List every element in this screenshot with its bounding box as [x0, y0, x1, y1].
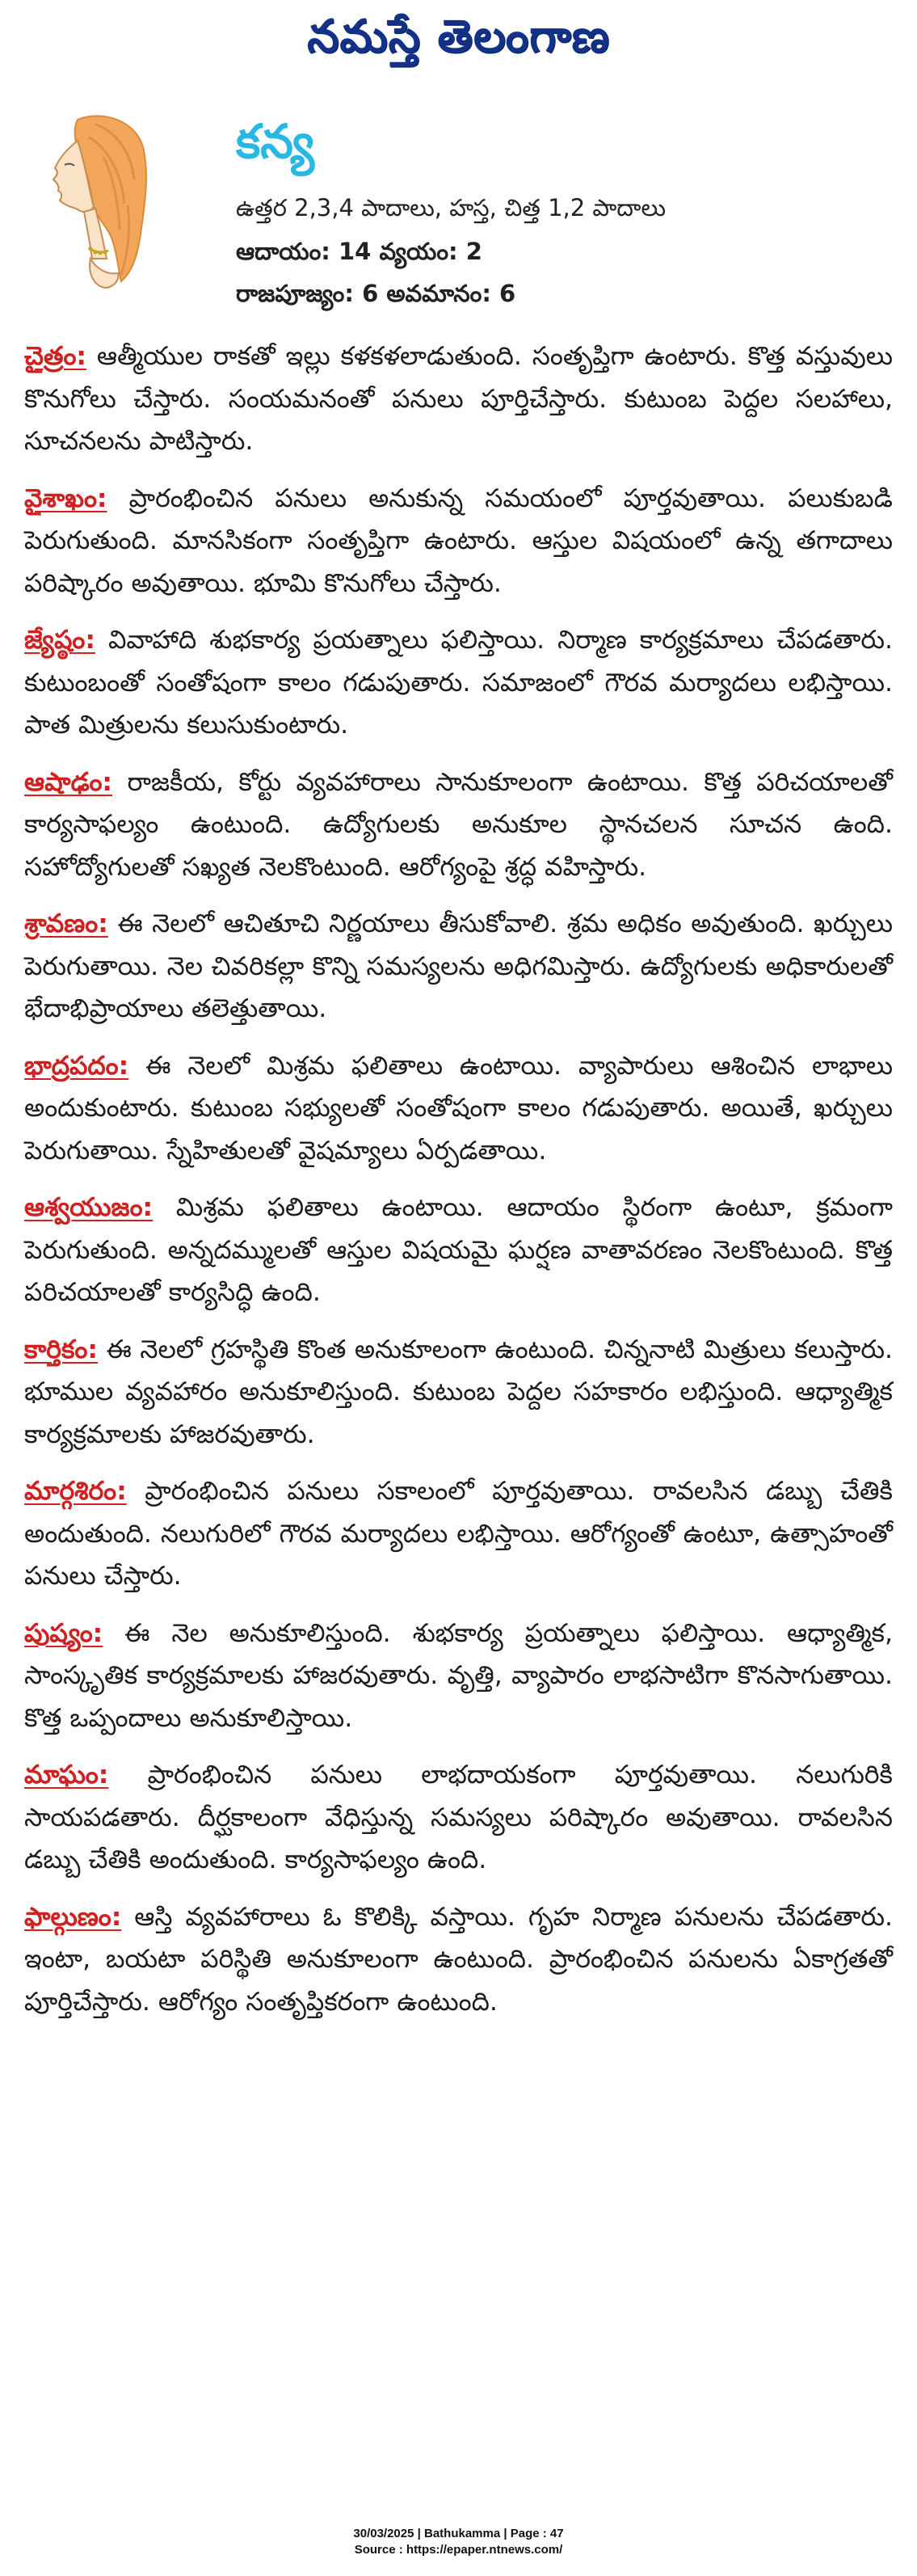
honor-insult: రాజపూజ్యం: 6 అవమానం: 6	[236, 280, 516, 307]
month-text: వివాహాది శుభకార్య ప్రయత్నాలు ఫలిస్తాయి. నిర్మాణ కార్యక్రమాలు చేపడతారు. కుటుంబంతో సంతోషంగా కాలం గడుపుతారు. సమాజంలో గౌరవ మర్యాదలు లభిస్తాయి. పాత మిత్రులను కలుసుకుంటారు.	[24, 626, 893, 740]
month-text: ఆస్తి వ్యవహారాలు ఓ కొలిక్కి వస్తాయి. గృహ నిర్మాణ పనులను చేపడతారు. ఇంటా, బయటా పరిస్థితి అనుకూలంగా ఉంటుంది. ప్రారంభించిన పనులను ఏకాగ్రతతో పూర్తిచేస్తారు. ఆరోగ్యం సంతృప్తికరంగా ఉంటుంది.	[24, 1902, 893, 2017]
month-name: మాఘం:	[24, 1760, 109, 1790]
month-name: ఫాల్గుణం:	[24, 1902, 122, 1932]
month-block-shravanam	[24, 903, 893, 1031]
month-block-phalgunam	[24, 1896, 893, 2024]
virgo-figure-icon	[31, 108, 152, 294]
month-text: ఈ నెల అనుకూలిస్తుంది. శుభకార్య ప్రయత్నాలు ఫలిస్తాయి. ఆధ్యాత్మిక, సాంస్కృతిక కార్యక్రమాలకు హాజరవుతారు. వృత్తి, వ్యాపారం లాభసాటిగా కొనసాగుతాయి. కొత్త ఒప్పందాలు అనుకూలిస్తాయి.	[24, 1618, 893, 1733]
month-name: ఆషాఢం:	[24, 767, 113, 797]
month-name: జ్యేష్ఠం:	[24, 626, 95, 655]
month-text: ఈ నెలలో ఆచితూచి నిర్ణయాలు తీసుకోవాలి. శ్రమ అధికం అవుతుంది. ఖర్చులు పెరుగుతాయి. నెల చివరికల్లా కొన్ని సమస్యలను అధిగమిస్తారు. ఉద్యోగులకు అధికారులతో భేదాభిప్రాయాలు తలెత్తుతాయి.	[24, 909, 893, 1023]
footer	[0, 2526, 917, 2558]
month-block-ashvayujam	[24, 1187, 893, 1314]
income-expense: ఆదాయం: 14 వ్యయం: 2	[236, 238, 482, 265]
sign-header	[0, 97, 917, 339]
month-name: వైశాఖం:	[24, 483, 107, 513]
month-text: ప్రారంభించిన పనులు లాభదాయకంగా పూర్తవుతాయి. నలుగురికి సాయపడతారు. దీర్ఘకాలంగా వేధిస్తున్న సమస్యలు పరిష్కారం అవుతాయి. రావలసిన డబ్బు చేతికి అందుతుంది. కార్యసాఫల్యం ఉంది.	[24, 1760, 893, 1874]
month-name: ఆశ్వయుజం:	[24, 1193, 154, 1222]
month-name: మార్గశిరం:	[24, 1477, 127, 1506]
nakshatra-padas: ఉత్తర 2,3,4 పాదాలు, హస్త, చిత్త 1,2 పాదాలు	[236, 194, 667, 221]
month-name: పుష్యం:	[24, 1618, 103, 1648]
month-block-ashadham	[24, 761, 893, 889]
month-name: శ్రావణం:	[24, 909, 108, 938]
footer-source-link[interactable]: Source : https://epaper.ntnews.com/	[354, 2543, 563, 2557]
month-name: కార్తికం:	[24, 1334, 99, 1364]
month-block-pushyam	[24, 1613, 893, 1740]
month-block-chaitram	[24, 335, 893, 463]
footer-date-page: 30/03/2025 | Bathukamma | Page : 47	[353, 2527, 564, 2540]
month-block-jyeshtham	[24, 619, 893, 747]
monthly-forecast	[24, 335, 893, 2038]
month-block-margashiram	[24, 1470, 893, 1598]
month-text: ఈ నెలలో మిశ్రమ ఫలితాలు ఉంటాయి. వ్యాపారులు ఆశించిన లాభాలు అందుకుంటారు. కుటుంబ సభ్యులతో సంతోషంగా కాలం గడుపుతారు. అయితే, ఖర్చులు పెరుగుతాయి. స్నేహితులతో వైషమ్యాలు ఏర్పడతాయి.	[24, 1051, 893, 1166]
month-text: మిశ్రమ ఫలితాలు ఉంటాయి. ఆదాయం స్థిరంగా ఉంటూ, క్రమంగా పెరుగుతుంది. అన్నదమ్ములతో ఆస్తుల విషయమై ఘర్షణ వాతావరణం నెలకొంటుంది. కొత్త పరిచయాలతో కార్యసిద్ధి ఉంది.	[24, 1193, 893, 1307]
month-text: రాజకీయ, కోర్టు వ్యవహారాలు సానుకూలంగా ఉంటాయి. కొత్త పరిచయాలతో కార్యసాఫల్యం ఉంటుంది. ఉద్యోగులకు అనుకూల స్థానచలన సూచన ఉంది. సహోద్యోగులతో సఖ్యత నెలకొంటుంది. ఆరోగ్యంపై శ్రద్ధ వహిస్తారు.	[24, 767, 893, 882]
month-name: చైత్రం:	[24, 342, 87, 371]
month-text: ఆత్మీయుల రాకతో ఇల్లు కళకళలాడుతుంది. సంతృప్తిగా ఉంటారు. కొత్త వస్తువులు కొనుగోలు చేస్తారు. సంయమనంతో పనులు పూర్తిచేస్తారు. కుటుంబ పెద్దల సలహాలు, సూచనలను పాటిస్తారు.	[24, 342, 893, 456]
month-text: ప్రారంభించిన పనులు సకాలంలో పూర్తవుతాయి. రావలసిన డబ్బు చేతికి అందుతుంది. నలుగురిలో గౌరవ మర్యాదలు లభిస్తాయి. ఆరోగ్యంతో ఉంటూ, ఉత్సాహంతో పనులు చేస్తారు.	[24, 1477, 893, 1591]
month-name: భాద్రపదం:	[24, 1051, 129, 1081]
month-block-bhadrapadam	[24, 1045, 893, 1173]
sign-name: కన్య	[236, 114, 314, 169]
masthead-logo: నమస్తే తెలంగాణ	[307, 11, 610, 63]
masthead	[0, 5, 917, 70]
month-block-magham	[24, 1754, 893, 1882]
month-text: ప్రారంభించిన పనులు అనుకున్న సమయంలో పూర్తవుతాయి. పలుకుబడి పెరుగుతుంది. మానసికంగా సంతృప్తిగా ఉంటారు. ఆస్తుల విషయంలో ఉన్న తగాదాలు పరిష్కారం అవుతాయి. భూమి కొనుగోలు చేస్తారు.	[24, 483, 893, 598]
month-block-vaishakham	[24, 478, 893, 605]
month-block-karthikam	[24, 1329, 893, 1457]
month-text: ఈ నెలలో గ్రహస్థితి కొంత అనుకూలంగా ఉంటుంది. చిన్ననాటి మిత్రులు కలుస్తారు. భూముల వ్యవహారం అనుకూలిస్తుంది. కుటుంబ పెద్దల సహకారం లభిస్తుంది. ఆధ్యాత్మిక కార్యక్రమాలకు హాజరవుతారు.	[24, 1334, 893, 1449]
